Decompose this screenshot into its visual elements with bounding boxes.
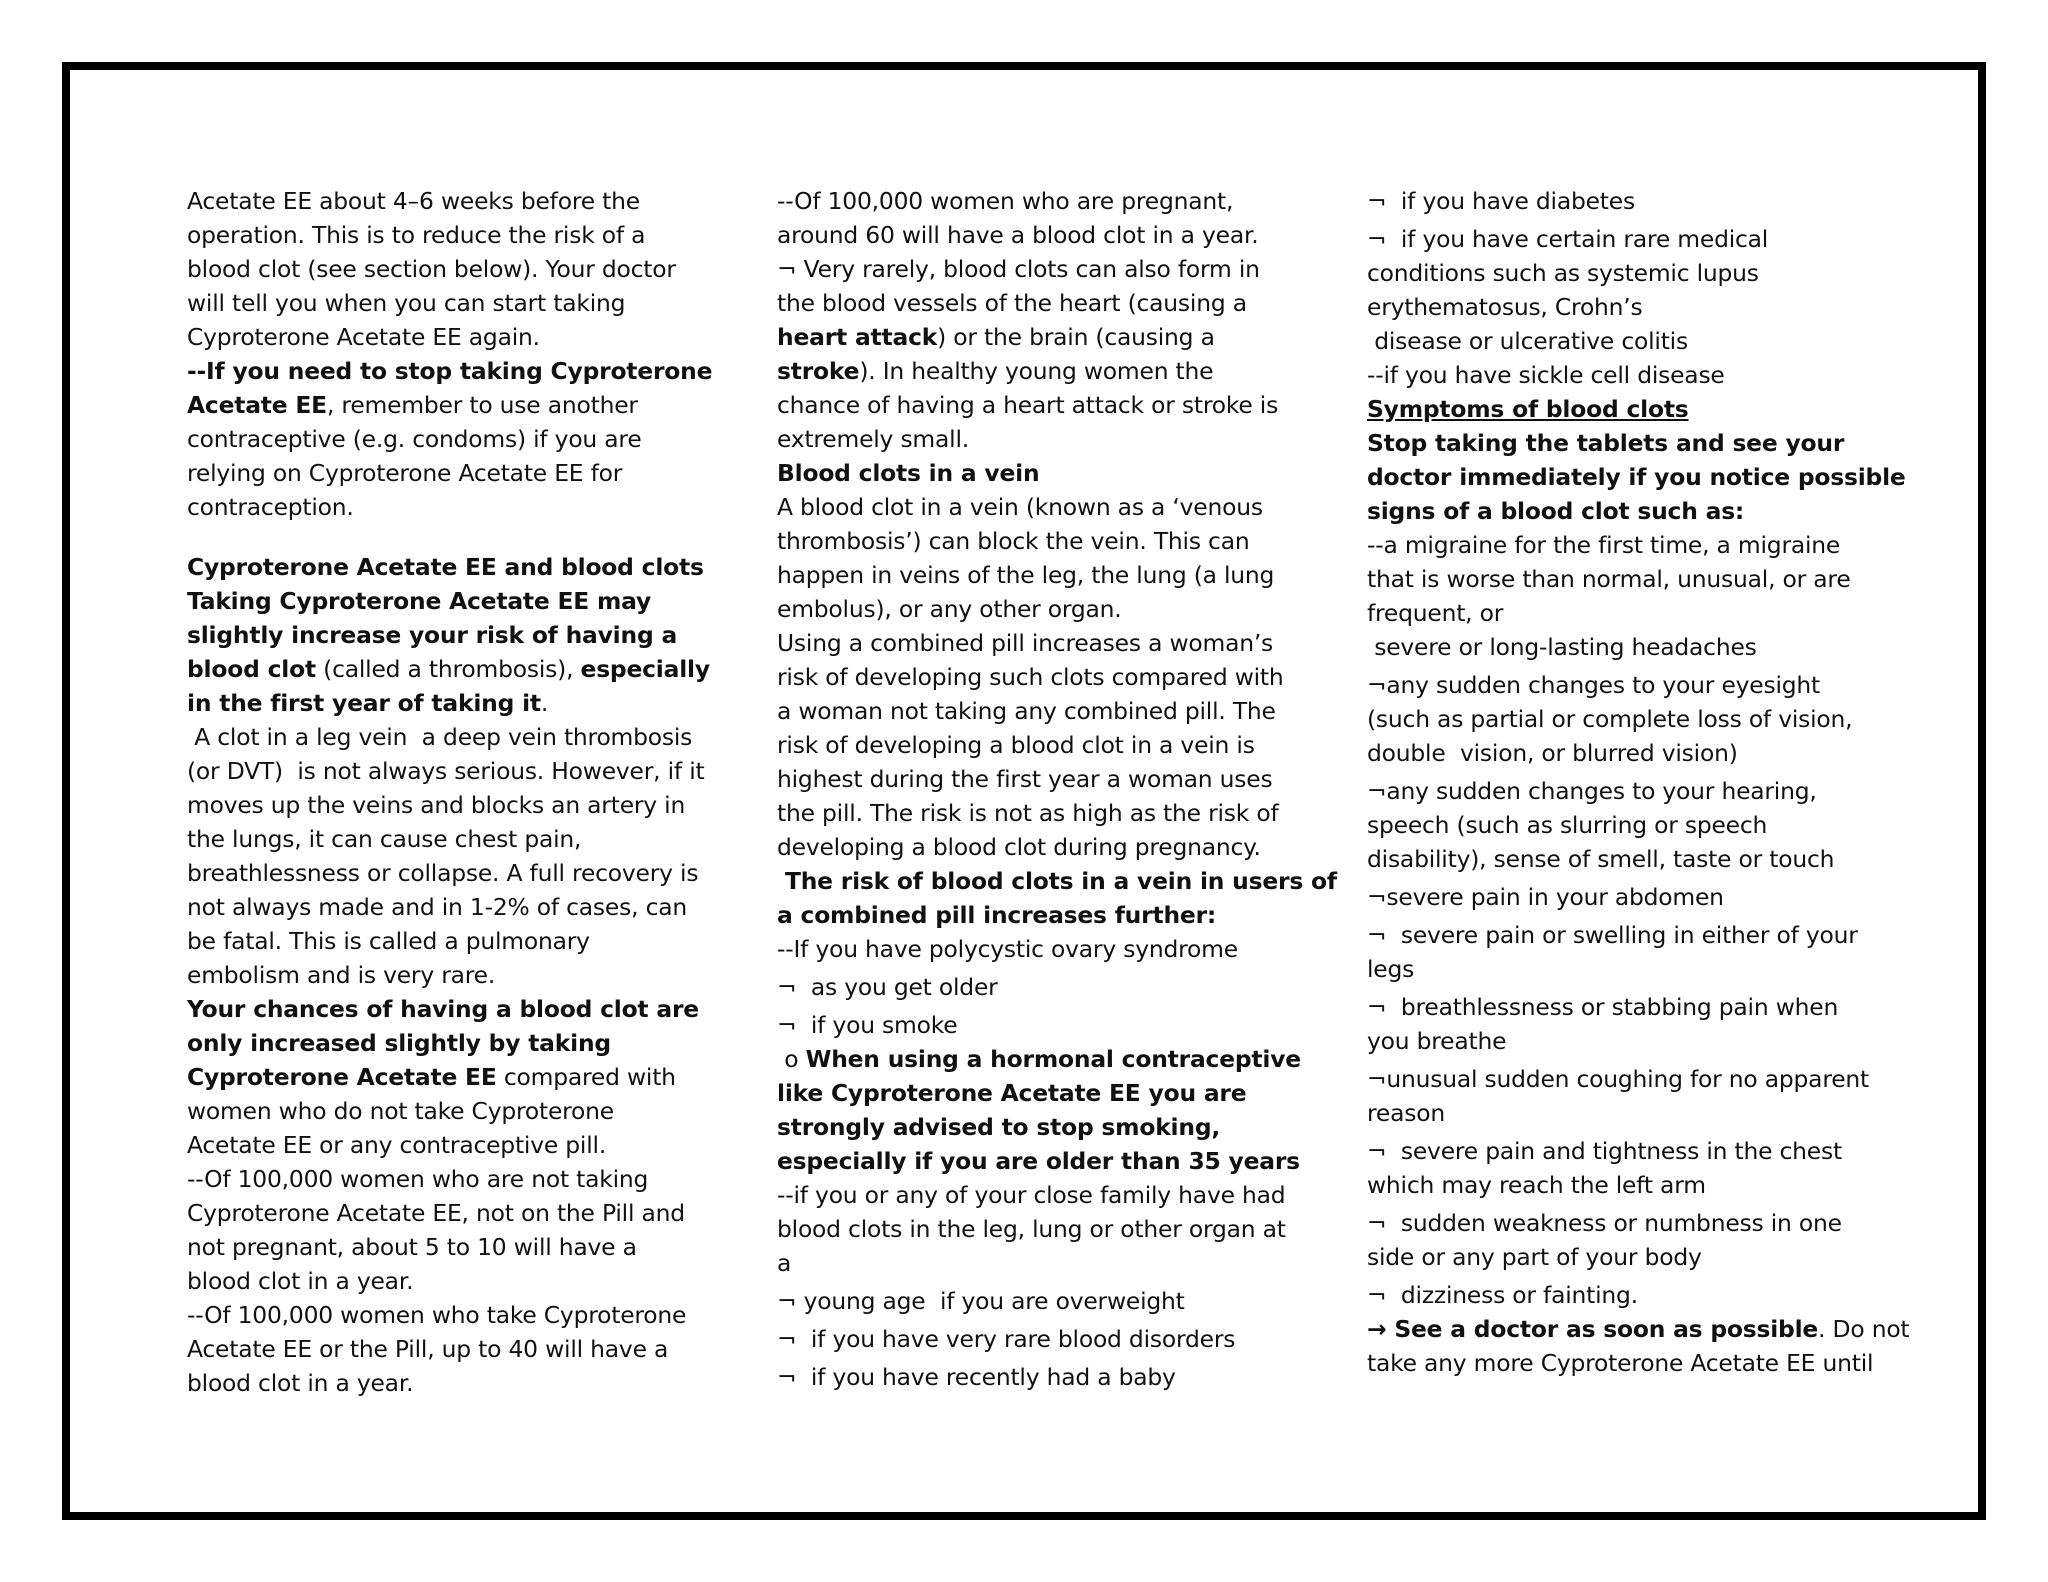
bold-text: especially if you are older than 35 years bbox=[777, 1147, 1300, 1175]
text-span: ). In healthy young women the bbox=[859, 357, 1214, 385]
text-line: not always made and in 1-2% of cases, can bbox=[187, 893, 687, 921]
bold-text: --If you need to stop taking Cyproterone bbox=[187, 357, 713, 385]
text-span: (called a thrombosis), bbox=[315, 655, 581, 683]
text-span: compared with bbox=[496, 1063, 676, 1091]
text-line bbox=[187, 992, 699, 1026]
text-line bbox=[1367, 494, 1887, 528]
bold-text: strongly advised to stop smoking, bbox=[777, 1113, 1221, 1141]
bold-text: Taking Cyproterone Acetate EE may bbox=[187, 587, 652, 615]
text-line bbox=[777, 898, 1297, 932]
column-2 bbox=[777, 184, 1337, 1394]
text-line bbox=[187, 388, 687, 422]
bold-text: heart attack bbox=[777, 323, 938, 351]
text-line bbox=[1367, 460, 1906, 494]
section-heading bbox=[187, 550, 704, 584]
text-line: the blood vessels of the heart (causing a bbox=[777, 289, 1247, 317]
text-line: around 60 will have a blood clot in a year. bbox=[777, 221, 1259, 249]
text-line: the pill. The risk is not as high as the risk of bbox=[777, 799, 1279, 827]
text-line bbox=[187, 354, 713, 388]
list-item: ¬ if you have certain rare medical bbox=[1367, 225, 1769, 253]
text-line: --If you have polycystic ovary syndrome bbox=[777, 935, 1238, 963]
text-line: Cyproterone Acetate EE again. bbox=[187, 323, 540, 351]
text-line: --Of 100,000 women who take Cyproterone bbox=[187, 1301, 687, 1329]
text-span: . Do not bbox=[1818, 1315, 1910, 1343]
list-item: ¬ young age if you are overweight bbox=[777, 1287, 1185, 1315]
text-line: blood clot in a year. bbox=[187, 1267, 414, 1295]
text-line: double vision, or blurred vision) bbox=[1367, 739, 1738, 767]
list-item: ¬severe pain in your abdomen bbox=[1367, 883, 1724, 911]
text-line bbox=[1367, 426, 1887, 460]
bold-text: Your chances of having a blood clot are bbox=[187, 995, 699, 1023]
text-line bbox=[777, 354, 1297, 388]
text-line bbox=[777, 1076, 1297, 1110]
text-line bbox=[777, 1144, 1300, 1178]
text-line: A clot in a leg vein a deep vein thrombosis bbox=[187, 723, 693, 751]
text-line: ¬ Very rarely, blood clots can also form in bbox=[777, 255, 1260, 283]
bold-text: signs of a blood clot such as: bbox=[1367, 497, 1745, 525]
text-line bbox=[187, 618, 687, 652]
list-item: ¬ as you get older bbox=[777, 973, 998, 1001]
bold-text: especially bbox=[580, 655, 710, 683]
text-line: disease or ulcerative colitis bbox=[1367, 327, 1688, 355]
list-item: ¬ dizziness or fainting. bbox=[1367, 1281, 1638, 1309]
text-line: A blood clot in a vein (known as a ‘venous bbox=[777, 493, 1263, 521]
text-span: ) or the brain (causing a bbox=[937, 323, 1215, 351]
text-span: o bbox=[777, 1045, 806, 1073]
text-line: --Of 100,000 women who are not taking bbox=[187, 1165, 649, 1193]
text-line: operation. This is to reduce the risk of a bbox=[187, 221, 646, 249]
list-item: ¬ if you have diabetes bbox=[1367, 187, 1635, 215]
text-line: which may reach the left arm bbox=[1367, 1171, 1706, 1199]
text-line: you breathe bbox=[1367, 1027, 1507, 1055]
text-line: Cyproterone Acetate EE, not on the Pill and bbox=[187, 1199, 685, 1227]
text-line: relying on Cyproterone Acetate EE for bbox=[187, 459, 623, 487]
text-line: --Of 100,000 women who are pregnant, bbox=[777, 187, 1234, 215]
list-item: ¬any sudden changes to your eyesight bbox=[1367, 671, 1820, 699]
list-item: ¬ severe pain and tightness in the chest bbox=[1367, 1137, 1842, 1165]
list-item: ¬ severe pain or swelling in either of your bbox=[1367, 921, 1858, 949]
text-line: --if you have sickle cell disease bbox=[1367, 361, 1725, 389]
bold-text: blood clot bbox=[187, 655, 316, 683]
text-line: Using a combined pill increases a woman’s bbox=[777, 629, 1274, 657]
bold-text: in the first year of taking it bbox=[187, 689, 541, 717]
bold-text: → See a doctor as soon as possible bbox=[1367, 1315, 1819, 1343]
text-line: breathlessness or collapse. A full recovery is bbox=[187, 859, 699, 887]
text-line: embolism and is very rare. bbox=[187, 961, 496, 989]
bold-text: doctor immediately if you notice possible bbox=[1367, 463, 1906, 491]
bold-text: When using a hormonal contraceptive bbox=[805, 1045, 1301, 1073]
list-item: ¬ sudden weakness or numbness in one bbox=[1367, 1209, 1842, 1237]
text-line: not pregnant, about 5 to 10 will have a bbox=[187, 1233, 637, 1261]
text-line: Acetate EE about 4–6 weeks before the bbox=[187, 187, 640, 215]
text-line bbox=[187, 1060, 687, 1094]
list-item: ¬ if you have recently had a baby bbox=[777, 1363, 1176, 1391]
text-line: take any more Cyproterone Acetate EE until bbox=[1367, 1349, 1874, 1377]
text-line: thrombosis’) can block the vein. This can bbox=[777, 527, 1250, 555]
bold-text: a combined pill increases further: bbox=[777, 901, 1217, 929]
bold-text: only increased slightly by taking bbox=[187, 1029, 611, 1057]
text-line: speech (such as slurring or speech bbox=[1367, 811, 1768, 839]
section-heading bbox=[1367, 392, 1887, 426]
text-line: the lungs, it can cause chest pain, bbox=[187, 825, 582, 853]
bold-text: Cyproterone Acetate EE bbox=[187, 1063, 497, 1091]
bold-text: The risk of blood clots in a vein in users of bbox=[777, 867, 1337, 895]
text-line: side or any part of your body bbox=[1367, 1243, 1702, 1271]
text-line: be fatal. This is called a pulmonary bbox=[187, 927, 590, 955]
list-item: ¬ if you smoke bbox=[777, 1011, 958, 1039]
text-line: will tell you when you can start taking bbox=[187, 289, 626, 317]
text-line: severe or long-lasting headaches bbox=[1367, 633, 1757, 661]
text-line: reason bbox=[1367, 1099, 1445, 1127]
text-line: chance of having a heart attack or stroke is bbox=[777, 391, 1279, 419]
text-line: women who do not take Cyproterone bbox=[187, 1097, 614, 1125]
text-line bbox=[777, 1110, 1297, 1144]
text-line: a bbox=[777, 1249, 792, 1277]
list-item: ¬any sudden changes to your hearing, bbox=[1367, 777, 1817, 805]
text-line: blood clot in a year. bbox=[187, 1369, 414, 1397]
text-line: that is worse than normal, unusual, or are bbox=[1367, 565, 1851, 593]
bold-text: stroke bbox=[777, 357, 860, 385]
text-line: happen in veins of the leg, the lung (a lung bbox=[777, 561, 1275, 589]
list-item: ¬unusual sudden coughing for no apparent bbox=[1367, 1065, 1870, 1093]
text-line: blood clots in the leg, lung or other organ at bbox=[777, 1215, 1286, 1243]
text-line bbox=[187, 652, 710, 686]
column-1 bbox=[187, 184, 713, 1400]
text-line: --a migraine for the first time, a migraine bbox=[1367, 531, 1841, 559]
text-line: frequent, or bbox=[1367, 599, 1504, 627]
text-line: contraceptive (e.g. condoms) if you are bbox=[187, 425, 642, 453]
bold-text: like Cyproterone Acetate EE you are bbox=[777, 1079, 1247, 1107]
text-line: a woman not taking any combined pill. The bbox=[777, 697, 1276, 725]
text-line: highest during the first year a woman uses bbox=[777, 765, 1273, 793]
text-line bbox=[187, 584, 687, 618]
text-line: erythematosus, Crohn’s bbox=[1367, 293, 1643, 321]
text-line: risk of developing a blood clot in a vein is bbox=[777, 731, 1255, 759]
bold-text: Blood clots in a vein bbox=[777, 459, 1040, 487]
text-line: Acetate EE or the Pill, up to 40 will have a bbox=[187, 1335, 669, 1363]
bold-text: Acetate EE bbox=[187, 391, 327, 419]
text-line: legs bbox=[1367, 955, 1415, 983]
text-span: , remember to use another bbox=[326, 391, 638, 419]
bold-text: Stop taking the tablets and see your bbox=[1367, 429, 1845, 457]
bold-text: Cyproterone Acetate EE and blood clots bbox=[187, 553, 704, 581]
list-item: ¬ if you have very rare blood disorders bbox=[777, 1325, 1236, 1353]
text-line: disability), sense of smell, taste or touch bbox=[1367, 845, 1835, 873]
list-item: ¬ breathlessness or stabbing pain when bbox=[1367, 993, 1839, 1021]
text-line bbox=[1367, 1312, 1910, 1346]
text-line: developing a blood clot during pregnancy. bbox=[777, 833, 1261, 861]
text-line bbox=[777, 1042, 1301, 1076]
text-line bbox=[777, 864, 1337, 898]
text-span: . bbox=[540, 689, 549, 717]
text-line: moves up the veins and blocks an artery in bbox=[187, 791, 686, 819]
text-line: extremely small. bbox=[777, 425, 969, 453]
column-3 bbox=[1367, 184, 1910, 1380]
text-line: conditions such as systemic lupus bbox=[1367, 259, 1759, 287]
text-line: (or DVT) is not always serious. However, if it bbox=[187, 757, 705, 785]
text-line: Acetate EE or any contraceptive pill. bbox=[187, 1131, 607, 1159]
text-line: (such as partial or complete loss of vision, bbox=[1367, 705, 1853, 733]
underlined-heading: Symptoms of blood clots bbox=[1367, 395, 1689, 423]
text-line bbox=[187, 686, 687, 720]
paragraph-gap bbox=[187, 524, 687, 550]
text-line: contraception. bbox=[187, 493, 354, 521]
section-heading bbox=[777, 456, 1297, 490]
text-line: embolus), or any other organ. bbox=[777, 595, 1122, 623]
bold-text: slightly increase your risk of having a bbox=[187, 621, 678, 649]
text-line: blood clot (see section below). Your doctor bbox=[187, 255, 676, 283]
text-line bbox=[777, 320, 1297, 354]
text-line: risk of developing such clots compared with bbox=[777, 663, 1284, 691]
text-line bbox=[187, 1026, 687, 1060]
text-line: --if you or any of your close family have had bbox=[777, 1181, 1286, 1209]
